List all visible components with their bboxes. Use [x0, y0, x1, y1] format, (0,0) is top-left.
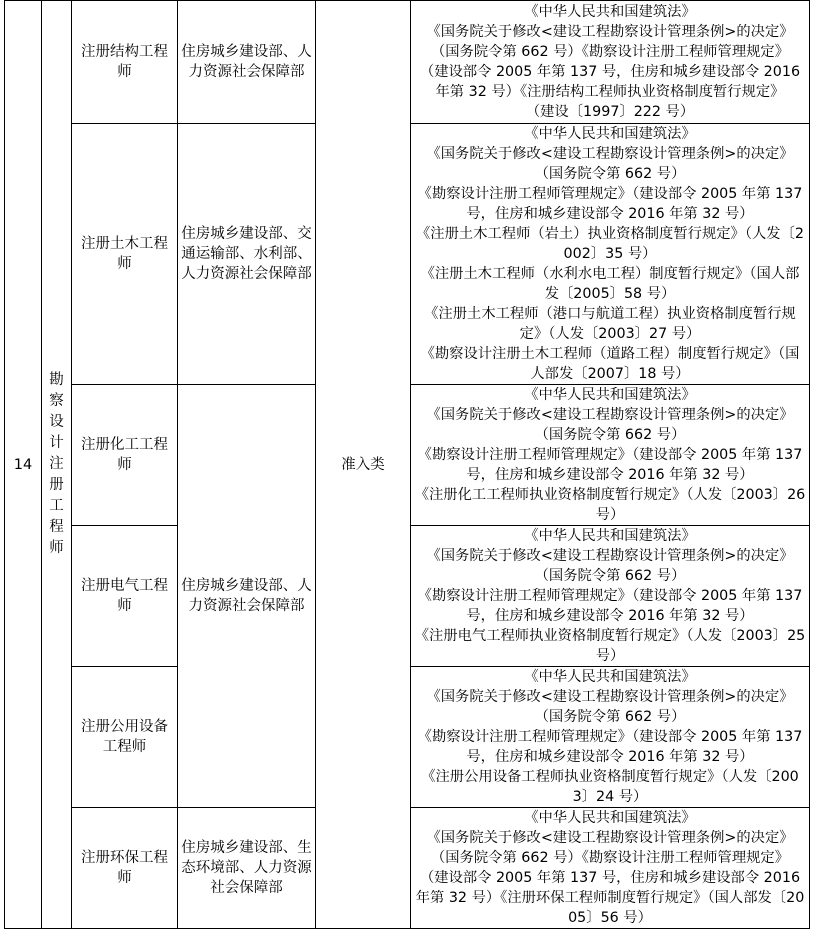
row-number: 14	[5, 1, 42, 929]
qualification-name: 注册环保工程师	[72, 808, 178, 929]
legal-basis-line: （国务院令第 662 号）《勘察设计注册工程师管理规定》	[430, 850, 790, 866]
legal-basis-line: 《勘察设计注册工程师管理规定》（建设部令 2005 年第 137 号，住房和城乡建设部令 2016 年第 32 号）	[417, 447, 803, 483]
legal-basis-line: 《中华人民共和国建筑法》	[524, 4, 696, 20]
authority-cell: 住房城乡建设部、人力资源社会保障部	[178, 1, 316, 124]
legal-basis-cell	[411, 808, 810, 929]
legal-basis-line: 《勘察设计注册工程师管理规定》（建设部令 2005 年第 137 号，住房和城乡建设部令 2016 年第 32 号）	[417, 588, 803, 624]
legal-basis-line: 《勘察设计注册土木工程师（道路工程）制度暂行规定》（国人部发〔2007〕18 号）	[420, 346, 800, 382]
legal-basis-line: （国务院令第 662 号）	[534, 568, 686, 584]
legal-basis-line: 《中华人民共和国建筑法》	[524, 810, 696, 826]
legal-basis-cell	[411, 667, 810, 808]
legal-basis-line: 《国务院关于修改<建设工程勘察设计管理条例>的决定》	[426, 146, 794, 162]
legal-basis-line: 《国务院关于修改<建设工程勘察设计管理条例>的决定》	[426, 548, 794, 564]
legal-basis-line: 《国务院关于修改<建设工程勘察设计管理条例>的决定》	[426, 24, 794, 40]
legal-basis-line: 《注册电气工程师执业资格制度暂行规定》（人发〔2003〕25 号）	[414, 628, 806, 664]
category-label: 勘察设计注册工程师	[49, 372, 64, 556]
certification-table	[4, 0, 810, 929]
qualification-name: 注册土木工程师	[72, 124, 178, 385]
legal-basis-line: 《注册土木工程师（水利水电工程）制度暂行规定》（国人部发〔2005〕58 号）	[420, 266, 800, 302]
qualification-name: 注册结构工程师	[72, 1, 178, 124]
legal-basis-line: 《勘察设计注册工程师管理规定》（建设部令 2005 年第 137 号，住房和城乡建设部令 2016 年第 32 号）	[417, 186, 803, 222]
category-cell	[42, 1, 72, 929]
legal-basis-line: 《中华人民共和国建筑法》	[524, 528, 696, 544]
legal-basis-cell	[411, 1, 810, 124]
legal-basis-line: （建设部令 2005 年第 137 号，住房和城乡建设部令 2016 年第 32 号）《注册结构工程师执业资格制度暂行规定》	[419, 64, 801, 100]
legal-basis-line: （国务院令第 662 号）	[534, 427, 686, 443]
legal-basis-cell	[411, 526, 810, 667]
qualification-name: 注册公用设备工程师	[72, 667, 178, 808]
authority-cell: 住房城乡建设部、交通运输部、水利部、人力资源社会保障部	[178, 124, 316, 385]
qualification-name: 注册化工工程师	[72, 385, 178, 526]
legal-basis-line: 《中华人民共和国建筑法》	[524, 387, 696, 403]
legal-basis-line: （国务院令第 662 号）《勘察设计注册工程师管理规定》	[430, 44, 790, 60]
legal-basis-line: 《国务院关于修改<建设工程勘察设计管理条例>的决定》	[426, 407, 794, 423]
legal-basis-line: （国务院令第 662 号）	[534, 166, 686, 182]
legal-basis-line: 《中华人民共和国建筑法》	[524, 126, 696, 142]
legal-basis-cell	[411, 124, 810, 385]
qualification-type: 准入类	[316, 1, 411, 929]
authority-cell: 住房城乡建设部、人力资源社会保障部	[178, 385, 316, 808]
legal-basis-line: 《勘察设计注册工程师管理规定》（建设部令 2005 年第 137 号，住房和城乡建设部令 2016 年第 32 号）	[417, 729, 803, 765]
legal-basis-line: 《国务院关于修改<建设工程勘察设计管理条例>的决定》	[426, 830, 794, 846]
table-row	[5, 1, 810, 124]
legal-basis-line: 《中华人民共和国建筑法》	[524, 669, 696, 685]
qualification-name: 注册电气工程师	[72, 526, 178, 667]
legal-basis-line: 《注册化工工程师执业资格制度暂行规定》（人发〔2003〕26 号）	[414, 487, 806, 523]
legal-basis-line: （国务院令第 662 号）	[534, 709, 686, 725]
legal-basis-cell	[411, 385, 810, 526]
authority-cell: 住房城乡建设部、生态环境部、人力资源社会保障部	[178, 808, 316, 929]
legal-basis-line: （建设〔1997〕222 号）	[525, 104, 695, 120]
legal-basis-line: （建设部令 2005 年第 137 号，住房和城乡建设部令 2016 年第 32 号）《注册环保工程师制度暂行规定》（国人部发〔2005〕56 号）	[415, 870, 805, 926]
legal-basis-line: 《注册土木工程师（港口与航道工程）执业资格制度暂行规定》（人发〔2003〕27 号）	[424, 306, 796, 342]
legal-basis-line: 《注册公用设备工程师执业资格制度暂行规定》（人发〔2003〕24 号）	[421, 769, 799, 805]
legal-basis-line: 《国务院关于修改<建设工程勘察设计管理条例>的决定》	[426, 689, 794, 705]
legal-basis-line: 《注册土木工程师（岩土）执业资格制度暂行规定》（人发〔2002〕35 号）	[416, 226, 804, 262]
